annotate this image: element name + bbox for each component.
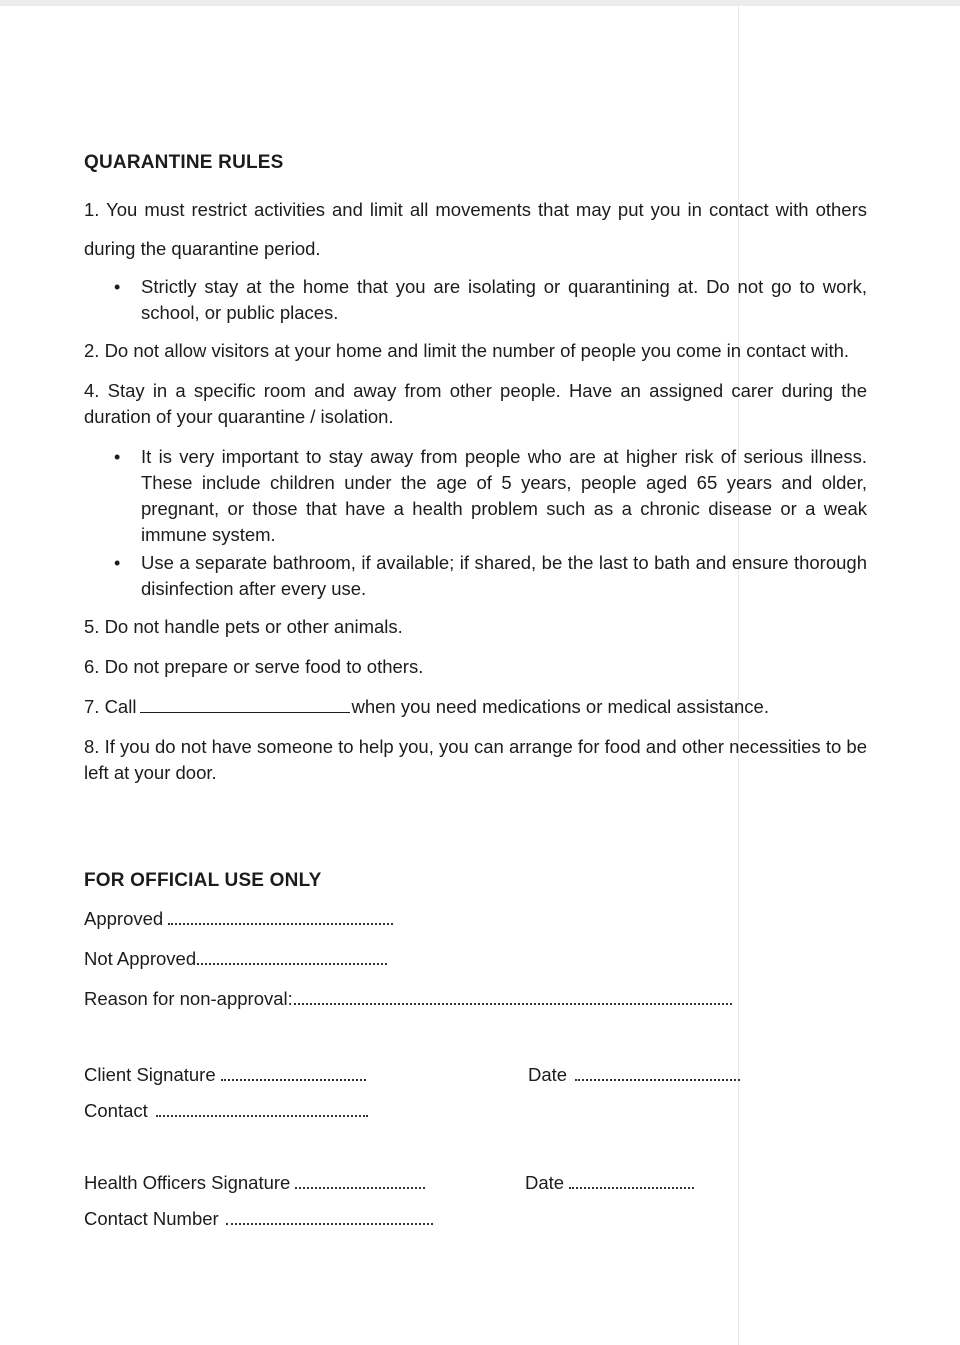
rule-8: 8. If you do not have someone to help you, you can arrange for food and other necessities to be left at your door.: [84, 736, 867, 783]
approved-label: Approved: [84, 908, 164, 929]
reason-line: [84, 986, 864, 1026]
rule-2: 2. Do not allow visitors at your home and limit the number of people you come in contact with.: [84, 340, 850, 361]
approved-line: [84, 906, 864, 946]
rule-4: 4. Stay in a specific room and away from other people. Have an assigned carer during the duration of your quarantine / isolation.: [84, 380, 867, 427]
call-number-blank[interactable]: [140, 695, 350, 713]
client-signature-line: [84, 1063, 366, 1086]
approved-field[interactable]: [168, 907, 393, 925]
contact-number-label: Contact Number: [84, 1208, 219, 1229]
bullet-item: • Use a separate bathroom, if available; if shared, be the last to bath and ensure thorough disinfection after every use.: [141, 550, 867, 602]
contact-number-line: [84, 1207, 433, 1230]
quarantine-rules-section: [84, 150, 867, 800]
rule-1: 1. You must restrict activities and limit all movements that may put you in contact with others during the quarantine period.: [84, 199, 867, 259]
not-approved-field[interactable]: [197, 947, 387, 965]
client-date-line: [528, 1063, 740, 1086]
rule-7-prefix: 7. Call: [84, 696, 137, 717]
page-top-edge: [0, 0, 960, 6]
rule-5: 5. Do not handle pets or other animals.: [84, 616, 403, 637]
client-signature-field[interactable]: [221, 1063, 366, 1081]
reason-label: Reason for non-approval:: [84, 988, 293, 1009]
contact-line: [84, 1099, 368, 1122]
officer-date-field[interactable]: [569, 1171, 694, 1189]
reason-field[interactable]: [294, 987, 732, 1005]
rule-1-bullets: [84, 274, 867, 326]
health-officer-signature-field[interactable]: [295, 1171, 425, 1189]
official-title: FOR OFFICIAL USE ONLY: [84, 870, 322, 891]
contact-label: Contact: [84, 1100, 148, 1121]
not-approved-label: Not Approved: [84, 948, 197, 969]
bullet-item: • It is very important to stay away from people who are at higher risk of serious illness. These include children under the age of 5 years, people aged 65 years and older, pregnant, or those that have a health problem such as a chronic disease or a weak immune system.: [141, 444, 867, 548]
rule-6: 6. Do not prepare or serve food to others.: [84, 656, 424, 677]
client-signature-label: Client Signature: [84, 1064, 216, 1085]
bullet-item: • Strictly stay at the home that you are isolating or quarantining at. Do not go to work, school, or public places.: [141, 274, 867, 326]
rule-7-suffix: when you need medications or medical assistance.: [351, 696, 769, 717]
client-date-label: Date: [528, 1064, 568, 1085]
rule-4-bullets: [84, 444, 867, 602]
officer-date-line: [525, 1171, 694, 1194]
contact-field[interactable]: [156, 1099, 368, 1117]
not-approved-line: [84, 946, 864, 986]
section-title: QUARANTINE RULES: [84, 152, 284, 173]
contact-number-field[interactable]: [226, 1207, 433, 1225]
health-officer-signature-line: [84, 1171, 425, 1194]
officer-date-label: Date: [525, 1172, 565, 1193]
health-officer-signature-label: Health Officers Signature: [84, 1172, 291, 1193]
official-use-section: [84, 870, 864, 1026]
client-date-field[interactable]: [575, 1063, 740, 1081]
rule-7: [84, 694, 867, 720]
